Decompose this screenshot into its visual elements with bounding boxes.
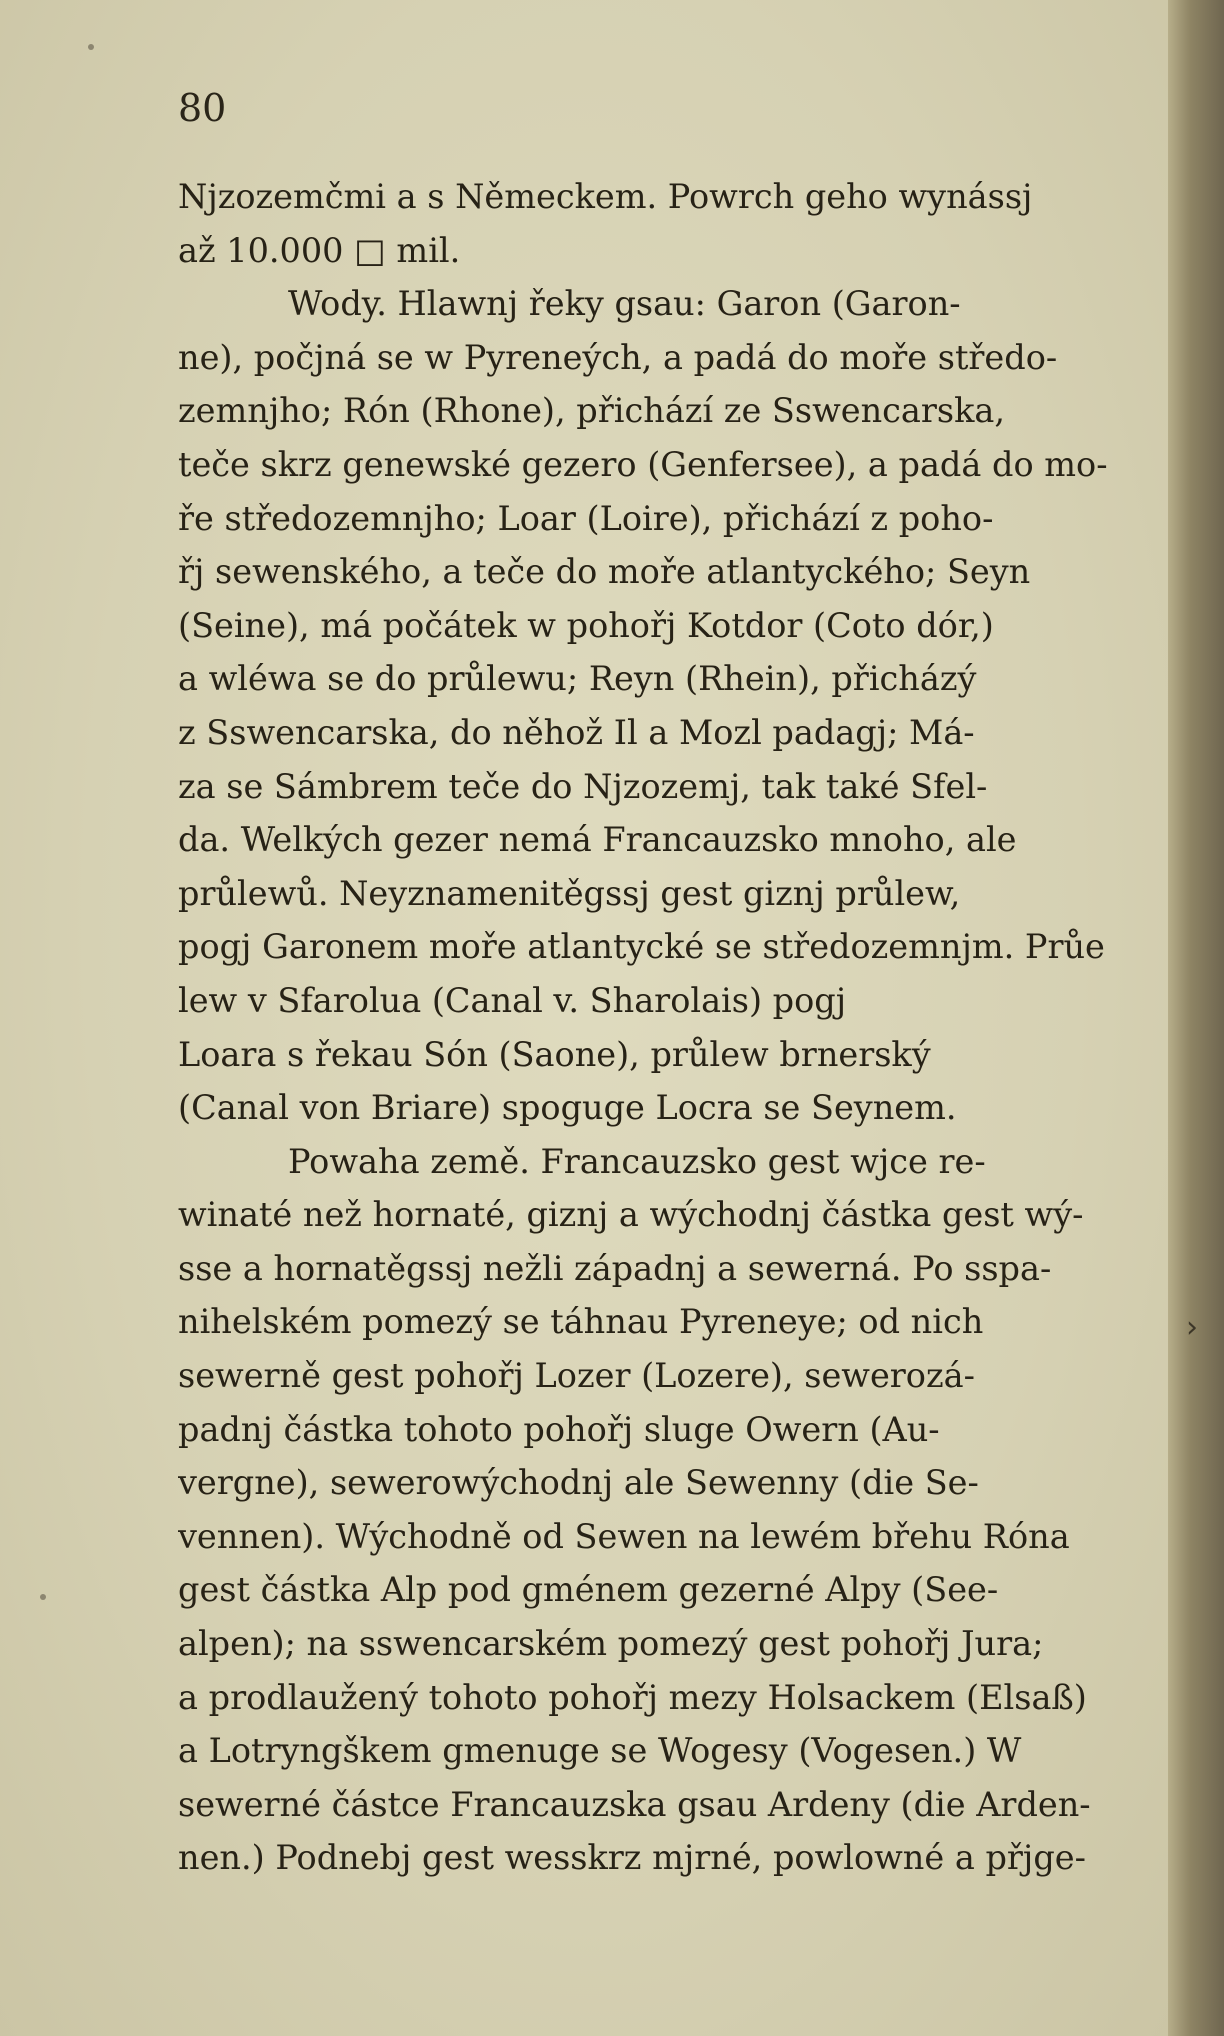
text-line: Njzozemčmi a s Německem. Powrch geho wynássj: [178, 177, 1033, 216]
text-line: ře středozemnjho; Loar (Loire), přichází z poho-: [178, 498, 994, 538]
text-line: sewerné částce Francauzska gsau Ardeny (die Arden-: [178, 1784, 1091, 1824]
text-line: za se Sámbrem teče do Njzozemj, tak také Sfel-: [178, 766, 988, 806]
paper-speck: [40, 1594, 46, 1600]
paragraph-start: Wody. Hlawnj řeky gsau: Garon (Garon-: [288, 284, 961, 324]
text-line: Loara s řekau Són (Saone), průlew brnerský: [178, 1034, 931, 1074]
page-number: 80: [178, 86, 227, 130]
text-line: da. Welkých gezer nemá Francauzsko mnoho, ale: [178, 820, 1017, 860]
text-line: zemnjho; Rón (Rhone), přichází ze Sswencarska,: [178, 391, 1005, 431]
text-line: (Canal von Briare) spoguge Locra se Seynem.: [178, 1088, 957, 1128]
text-line: vennen). Wýchodně od Sewen na lewém břehu Róna: [178, 1516, 1070, 1556]
paper-speck: [88, 44, 94, 50]
text-line: teče skrz genewské gezero (Genfersee), a padá do mo-: [178, 444, 1108, 484]
text-line: alpen); na sswencarském pomezý gest pohořj Jura;: [178, 1624, 1044, 1664]
text-line: z Sswencarska, do něhož Il a Mozl padagj; Má-: [178, 712, 975, 752]
text-line: až 10.000 □ mil.: [178, 230, 461, 270]
chevron-right-icon: ›: [1186, 1310, 1198, 1345]
text-line: průlewů. Neyznamenitěgssj gest giznj průlew,: [178, 873, 961, 913]
binding-edge: [1168, 0, 1224, 2036]
text-line: sse a hornatěgssj nežli západnj a sewerná. Po sspa-: [178, 1248, 1052, 1288]
text-line: a Lotryngškem gmenuge se Wogesy (Vogesen.) W: [178, 1731, 1022, 1771]
text-line: pogj Garonem moře atlantycké se středozemnjm. Průe: [178, 927, 1105, 967]
text-line: padnj částka tohoto pohořj sluge Owern (Au-: [178, 1409, 940, 1449]
text-line: a prodlaužený tohoto pohořj mezy Holsackem (Elsaß): [178, 1677, 1087, 1717]
text-line: nen.) Podnebj gest wesskrz mjrné, powlowné a přjge-: [178, 1838, 1086, 1878]
body-text: [178, 170, 1123, 1885]
text-line: nihelském pomezý se táhnau Pyreneye; od nich: [178, 1302, 984, 1342]
text-line: sewerně gest pohořj Lozer (Lozere), sewerozá-: [178, 1356, 975, 1396]
text-line: gest částka Alp pod gménem gezerné Alpy (See-: [178, 1570, 999, 1610]
text-line: řj sewenského, a teče do moře atlantyckého; Seyn: [178, 552, 1031, 592]
text-line: lew v Sfarolua (Canal v. Sharolais) pogj: [178, 980, 847, 1020]
text-line: ne), počjná se w Pyreneých, a padá do moře středo-: [178, 337, 1058, 377]
text-line: vergne), sewerowýchodnj ale Sewenny (die Se-: [178, 1463, 979, 1503]
text-line: winaté než hornaté, giznj a wýchodnj částka gest wý-: [178, 1195, 1084, 1235]
text-line: a wléwa se do průlewu; Reyn (Rhein), přicházý: [178, 659, 977, 699]
text-line: (Seine), má počátek w pohořj Kotdor (Coto dór,): [178, 605, 994, 645]
paragraph-start: Powaha země. Francauzsko gest wjce re-: [288, 1141, 986, 1181]
